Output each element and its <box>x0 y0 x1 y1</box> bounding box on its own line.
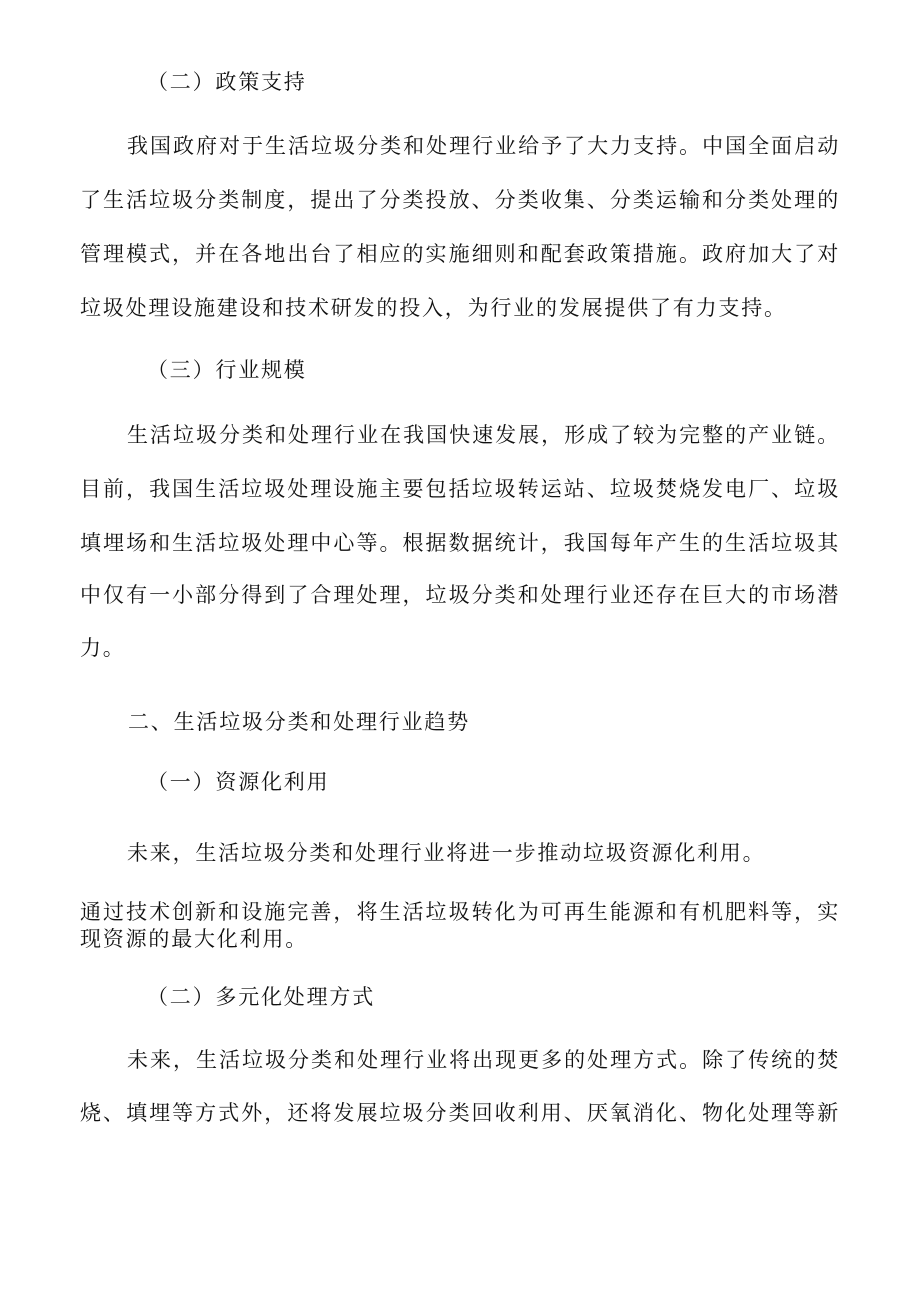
paragraph-line: 我国政府对于生活垃圾分类和处理行业给予了大力支持。中国全面启动 <box>127 134 840 158</box>
paragraph-line: 中仅有一小部分得到了合理处理，垃圾分类和处理行业还存在巨大的市场潜 <box>80 583 840 607</box>
section-heading-diverse-methods: （二）多元化处理方式 <box>147 985 375 1009</box>
chapter-heading-trends: 二、生活垃圾分类和处理行业趋势 <box>128 710 470 734</box>
section-heading-resource-utilization: （一）资源化利用 <box>147 770 330 794</box>
paragraph-line: 烧、填埋等方式外，还将发展垃圾分类回收利用、厌氧消化、物化处理等新 <box>80 1101 840 1125</box>
paragraph-line: 填埋场和生活垃圾处理中心等。根据数据统计，我国每年产生的生活垃圾其 <box>80 531 840 555</box>
section-heading-industry-scale: （三）行业规模 <box>147 358 307 382</box>
paragraph-line: 目前，我国生活垃圾处理设施主要包括垃圾转运站、垃圾焚烧发电厂、垃圾 <box>80 477 840 501</box>
paragraph-line: 生活垃圾分类和处理行业在我国快速发展，形成了较为完整的产业链。 <box>127 423 840 447</box>
paragraph-line: 未来，生活垃圾分类和处理行业将进一步推动垃圾资源化利用。 <box>127 841 766 865</box>
section-heading-policy-support: （二）政策支持 <box>147 70 307 94</box>
paragraph-line: 了生活垃圾分类制度，提出了分类投放、分类收集、分类运输和分类处理的 <box>80 188 840 212</box>
paragraph-line: 未来，生活垃圾分类和处理行业将出现更多的处理方式。除了传统的焚 <box>127 1048 840 1072</box>
paragraph-line: 管理模式，并在各地出台了相应的实施细则和配套政策措施。政府加大了对 <box>80 242 840 266</box>
paragraph-line: 力。 <box>80 636 126 660</box>
paragraph-line: 通过技术创新和设施完善，将生活垃圾转化为可再生能源和有机肥料等，实 <box>80 900 840 924</box>
paragraph-line: 垃圾处理设施建设和技术研发的投入，为行业的发展提供了有力支持。 <box>80 296 787 320</box>
paragraph-line: 现资源的最大化利用。 <box>80 927 308 951</box>
